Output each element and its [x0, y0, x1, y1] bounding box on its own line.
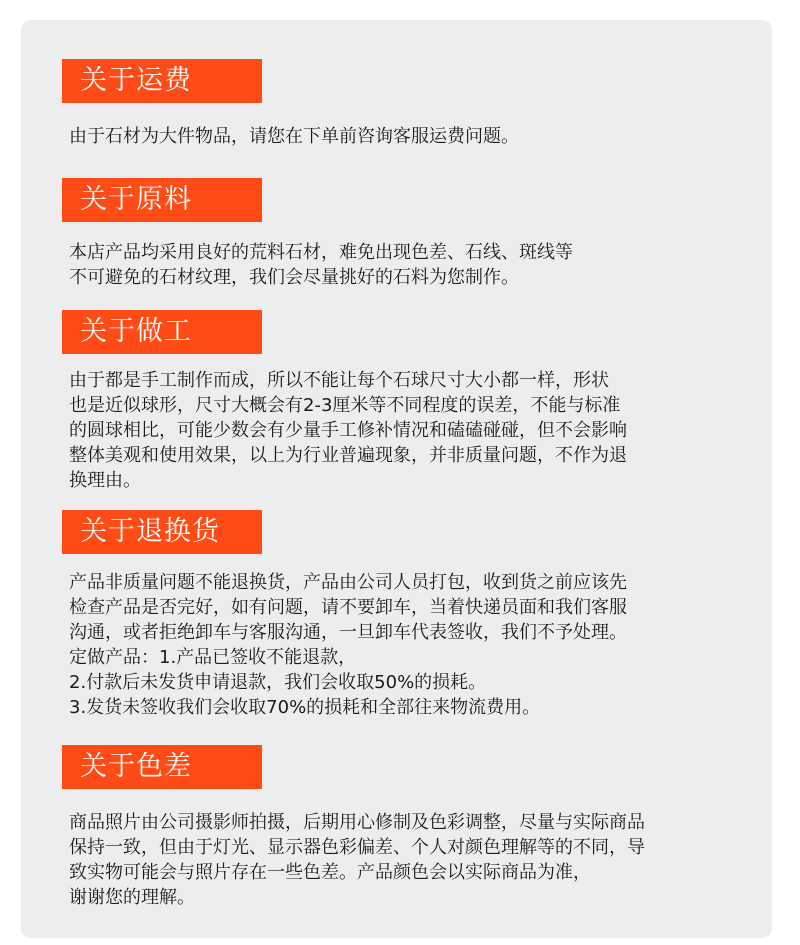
section-text-craftsmanship [69, 368, 769, 493]
text-line: 的圆球相比，可能少数会有少量手工修补情况和磕磕碰碰，但不会影响 [69, 420, 627, 441]
section-heading-returns: 关于退换货 [62, 510, 262, 554]
text-line: 换理由。 [69, 470, 141, 491]
section-heading-color-difference: 关于色差 [62, 745, 262, 789]
text-line: 谢谢您的理解。 [69, 887, 195, 908]
section-heading-materials: 关于原料 [62, 178, 262, 222]
text-line: 2.付款后未发货申请退款，我们会收取50%的损耗。 [69, 672, 487, 693]
text-line: 由于都是手工制作而成，所以不能让每个石球尺寸大小都一样，形状 [69, 370, 609, 391]
text-line: 本店产品均采用良好的荒料石材，难免出现色差、石线、斑线等 [69, 242, 573, 263]
text-line: 致实物可能会与照片存在一些色差。产品颜色会以实际商品为准， [69, 862, 591, 883]
text-line: 不可避免的石材纹理，我们会尽量挑好的石料为您制作。 [69, 267, 519, 288]
section-heading-shipping: 关于运费 [62, 59, 262, 103]
text-line: 沟通，或者拒绝卸车与客服沟通，一旦卸车代表签收，我们不予处理。 [69, 622, 627, 643]
text-line: 定做产品：1.产品已签收不能退款， [69, 647, 357, 668]
section-text-color-difference [69, 810, 769, 910]
section-text-materials [69, 240, 769, 290]
section-heading-craftsmanship: 关于做工 [62, 310, 262, 354]
text-line: 3.发货未签收我们会收取70%的损耗和全部往来物流费用。 [69, 697, 541, 718]
text-line: 整体美观和使用效果，以上为行业普遍现象，并非质量问题，不作为退 [69, 445, 627, 466]
text-line: 也是近似球形，尺寸大概会有2-3厘米等不同程度的误差，不能与标准 [69, 395, 621, 416]
text-line: 由于石材为大件物品，请您在下单前咨询客服运费问题。 [69, 126, 519, 147]
text-line: 商品照片由公司摄影师拍摄，后期用心修制及色彩调整，尽量与实际商品 [69, 812, 645, 833]
text-line: 检查产品是否完好，如有问题，请不要卸车，当着快递员面和我们客服 [69, 597, 627, 618]
section-text-shipping [69, 124, 769, 149]
section-text-returns [69, 570, 769, 720]
text-line: 保持一致，但由于灯光、显示器色彩偏差、个人对颜色理解等的不同，导 [69, 837, 645, 858]
text-line: 产品非质量问题不能退换货，产品由公司人员打包，收到货之前应该先 [69, 572, 627, 593]
